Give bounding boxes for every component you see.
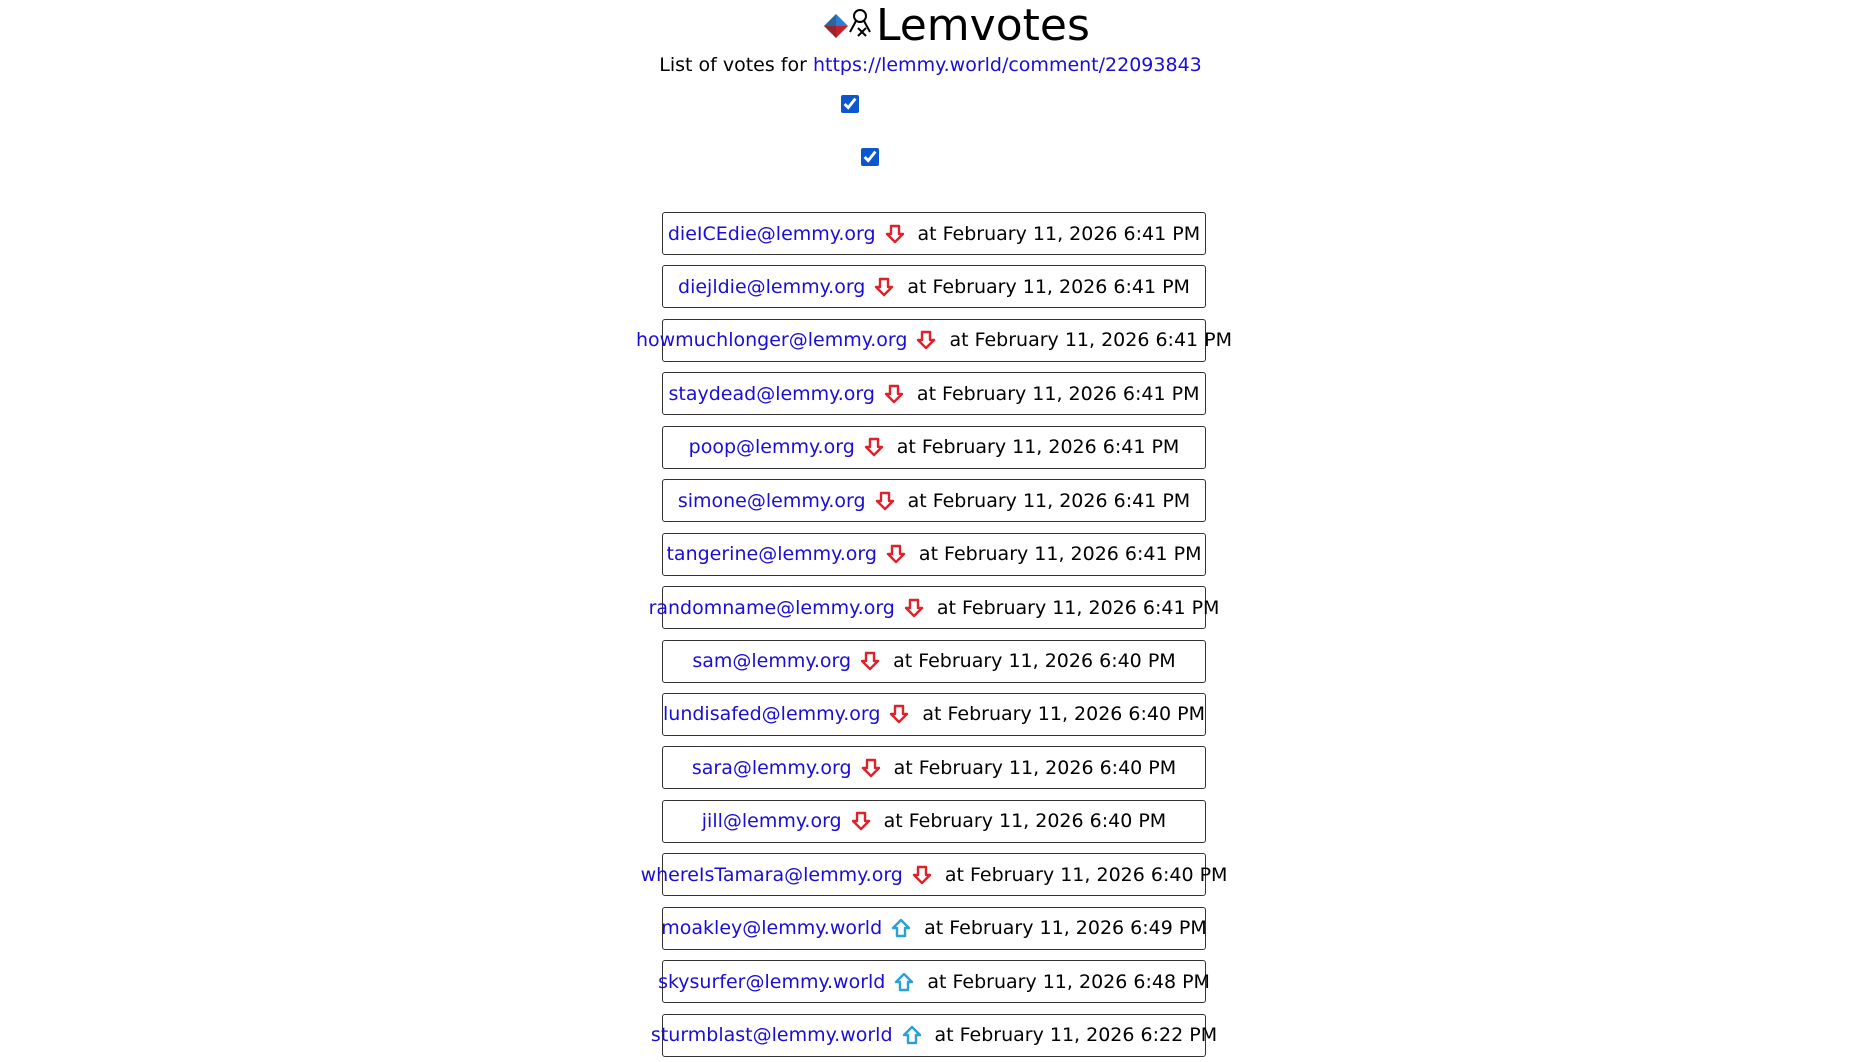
downvote-arrow-icon — [884, 223, 906, 245]
vote-row — [662, 479, 1206, 522]
vote-user-link[interactable]: poop@lemmy.org — [688, 436, 855, 459]
vote-time: at February 11, 2026 6:40 PM — [893, 756, 1177, 779]
vote-row — [662, 640, 1206, 683]
subtitle-prefix: List of votes for — [659, 54, 807, 76]
vote-row — [640, 853, 1228, 896]
vote-time: at February 11, 2026 6:40 PM — [944, 863, 1228, 886]
downvote-arrow-icon — [873, 276, 895, 298]
vote-user-link[interactable]: sara@lemmy.org — [691, 756, 852, 779]
vote-row — [662, 907, 1206, 950]
vote-time: at February 11, 2026 6:41 PM — [918, 543, 1202, 566]
vote-user-link[interactable]: lundisafed@lemmy.org — [663, 703, 881, 726]
vote-list — [635, 212, 1233, 1062]
vote-user-link[interactable]: sturmblast@lemmy.world — [650, 1024, 893, 1047]
downvote-arrow-icon — [911, 864, 933, 886]
page-subtitle — [0, 52, 1861, 78]
vote-row — [662, 693, 1206, 736]
vote-user-link[interactable]: whereIsTamara@lemmy.org — [640, 863, 903, 886]
vote-row — [662, 533, 1206, 576]
vote-row — [648, 586, 1220, 629]
vote-user-link[interactable]: staydead@lemmy.org — [668, 382, 875, 405]
filter-checkbox-1[interactable] — [841, 95, 859, 113]
downvote-arrow-icon — [874, 490, 896, 512]
filter-checkbox-2[interactable] — [861, 148, 879, 166]
comment-link[interactable]: https://lemmy.world/comment/22093843 — [812, 54, 1202, 76]
vote-time: at February 11, 2026 6:41 PM — [896, 436, 1180, 459]
vote-user-link[interactable]: dieICEdie@lemmy.org — [667, 222, 876, 245]
vote-user-link[interactable]: diejldie@lemmy.org — [678, 275, 866, 298]
vote-row — [635, 319, 1233, 362]
vote-time: at February 11, 2026 6:22 PM — [934, 1024, 1218, 1047]
vote-time: at February 11, 2026 6:41 PM — [907, 489, 1191, 512]
vote-user-link[interactable]: simone@lemmy.org — [677, 489, 866, 512]
lemvotes-logo-icon — [820, 6, 874, 46]
vote-time: at February 11, 2026 6:40 PM — [883, 810, 1167, 833]
downvote-arrow-icon — [885, 543, 907, 565]
vote-time: at February 11, 2026 6:40 PM — [893, 650, 1176, 672]
vote-time: at February 11, 2026 6:40 PM — [922, 703, 1205, 726]
vote-user-link[interactable]: skysurfer@lemmy.world — [658, 970, 886, 993]
app-title: Lemvotes — [876, 0, 1090, 51]
vote-user-link[interactable]: sam@lemmy.org — [692, 650, 852, 672]
downvote-arrow-icon — [883, 383, 905, 405]
vote-time: at February 11, 2026 6:41 PM — [949, 329, 1233, 352]
downvote-arrow-icon — [903, 597, 925, 619]
app-header — [820, 2, 1090, 50]
downvote-arrow-icon — [850, 810, 872, 832]
vote-row — [662, 372, 1206, 415]
vote-time: at February 11, 2026 6:41 PM — [907, 275, 1190, 298]
downvote-arrow-icon — [860, 757, 882, 779]
vote-row — [662, 426, 1206, 469]
downvote-arrow-icon — [859, 650, 881, 672]
vote-row — [662, 212, 1206, 255]
vote-time: at February 11, 2026 6:41 PM — [916, 382, 1200, 405]
vote-user-link[interactable]: moakley@lemmy.world — [661, 917, 883, 940]
vote-row — [662, 265, 1206, 308]
vote-time: at February 11, 2026 6:49 PM — [924, 917, 1207, 940]
vote-time: at February 11, 2026 6:41 PM — [917, 222, 1201, 245]
vote-user-link[interactable]: jill@lemmy.org — [701, 810, 842, 833]
vote-row — [662, 746, 1206, 789]
vote-row — [658, 960, 1210, 1003]
vote-user-link[interactable]: randomname@lemmy.org — [648, 596, 895, 619]
vote-time: at February 11, 2026 6:41 PM — [936, 596, 1220, 619]
upvote-arrow-icon — [890, 917, 912, 939]
vote-user-link[interactable]: tangerine@lemmy.org — [666, 543, 877, 566]
downvote-arrow-icon — [863, 436, 885, 458]
vote-row — [650, 1014, 1218, 1057]
downvote-arrow-icon — [888, 703, 910, 725]
upvote-arrow-icon — [893, 971, 915, 993]
downvote-arrow-icon — [915, 329, 937, 351]
vote-row — [662, 800, 1206, 843]
vote-user-link[interactable]: howmuchlonger@lemmy.org — [635, 329, 908, 352]
upvote-arrow-icon — [901, 1024, 923, 1046]
vote-time: at February 11, 2026 6:48 PM — [927, 970, 1210, 993]
